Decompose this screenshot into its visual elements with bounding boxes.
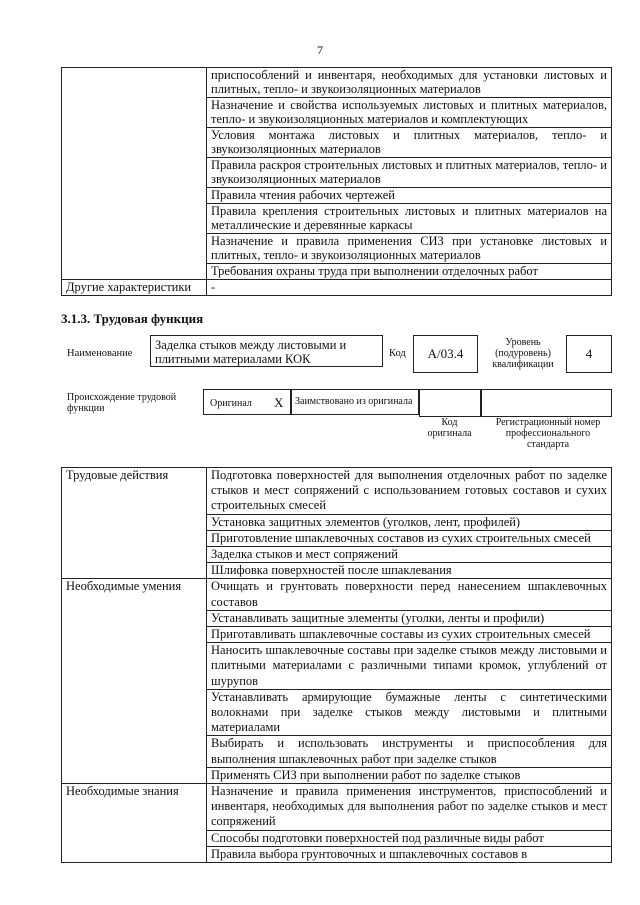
group-label-knowledge: Необходимые знания — [62, 784, 207, 863]
other-characteristics-value: - — [207, 280, 612, 296]
table-cell: Заделка стыков и мест сопряжений — [207, 547, 612, 563]
row-label-empty — [62, 68, 207, 280]
original-label: Оригинал — [210, 398, 252, 409]
table-cell: Способы подготовки поверхностей под различные виды работ — [207, 830, 612, 846]
table-cell: Очищать и грунтовать поверхности перед нанесением шпаклевочных составов — [207, 579, 612, 610]
origin-label: Происхождение трудовой функции — [67, 392, 177, 414]
table-cell: Наносить шпаклевочные составы при заделке стыков между листовыми и плитными материалами с различными типами кромок, углублений от шурупов — [207, 643, 612, 690]
table-cell: Установка защитных элементов (уголков, лент, профилей) — [207, 514, 612, 530]
table-cell: Выбирать и использовать инструменты и приспособления для выполнения шпаклевочных работ при заделке стыков — [207, 736, 612, 767]
original-mark: X — [274, 395, 284, 410]
table-cell: Устанавливать армирующие бумажные ленты с синтетическими волокнами при заделке стыков между листовыми и плитными материалами — [207, 689, 612, 736]
other-characteristics-label: Другие характеристики — [62, 280, 207, 296]
function-name-box: Заделка стыков между листовыми и плитными материалами КОК — [150, 335, 383, 367]
reg-number-box — [480, 389, 612, 417]
section-heading: 3.1.3. Трудовая функция — [61, 311, 204, 326]
table-cell: приспособлений и инвентаря, необходимых для установки листовых и плитных, тепло- и звукоизоляционных материалов — [207, 68, 612, 98]
borrowed-label: Заимствовано из оригинала — [295, 396, 413, 407]
labor-function-table — [61, 467, 612, 863]
table-cell: Правила чтения рабочих чертежей — [207, 188, 612, 204]
table-cell: Приготавливать шпаклевочные составы из сухих строительных смесей — [207, 627, 612, 643]
table-cell: Правила раскроя строительных листовых и плитных материалов, тепло- и звукоизоляционных материалов — [207, 158, 612, 188]
table-cell: Назначение и правила применения СИЗ при установке листовых и плитных, тепло- и звукоизоляционных материалов — [207, 234, 612, 264]
table-cell: Подготовка поверхностей для выполнения отделочных работ по заделке стыков и мест сопряжений с использованием готовых составов и сухих строительных смесей — [207, 468, 612, 515]
code-label: Код — [389, 348, 406, 359]
level-label: Уровень (подуровень) квалификации — [492, 337, 554, 370]
table-cell: Применять СИЗ при выполнении работ по заделке стыков — [207, 767, 612, 783]
table-cell: Правила выбора грунтовочных и шпаклевочных составов в — [207, 846, 612, 862]
table-cell: Приготовление шпаклевочных составов из сухих строительных смесей — [207, 530, 612, 546]
table-cell: Правила крепления строительных листовых и плитных материалов на металлические и деревянные каркасы — [207, 204, 612, 234]
table-cell: Условия монтажа листовых и плитных материалов, тепло- и звукоизоляционных материалов — [207, 128, 612, 158]
table-cell: Назначение и свойства используемых листовых и плитных материалов, тепло- и звукоизоляционных материалов и комплектующих — [207, 98, 612, 128]
table-cell: Назначение и правила применения инструментов, приспособлений и инвентаря, необходимых для выполнения работ по заделке стыков и мест сопряжений — [207, 784, 612, 831]
original-box — [203, 389, 291, 415]
reg-number-label: Регистрационный номер профессионального стандарта — [495, 417, 601, 450]
table-cell: Шлифовка поверхностей после шпаклевания — [207, 563, 612, 579]
knowledge-table-continued — [61, 67, 612, 296]
table-cell: Требования охраны труда при выполнении отделочных работ — [207, 264, 612, 280]
group-label-skills: Необходимые умения — [62, 579, 207, 784]
table-cell: Устанавливать защитные элементы (уголки, ленты и профили) — [207, 610, 612, 626]
borrowed-box — [291, 389, 419, 415]
level-value-box: 4 — [566, 335, 612, 373]
code-original-box — [419, 389, 482, 417]
group-label-actions: Трудовые действия — [62, 468, 207, 579]
code-value-box: A/03.4 — [413, 335, 478, 373]
page-number: 7 — [317, 43, 323, 57]
code-original-label: Код оригинала — [427, 417, 472, 439]
name-label: Наименование — [67, 348, 133, 359]
